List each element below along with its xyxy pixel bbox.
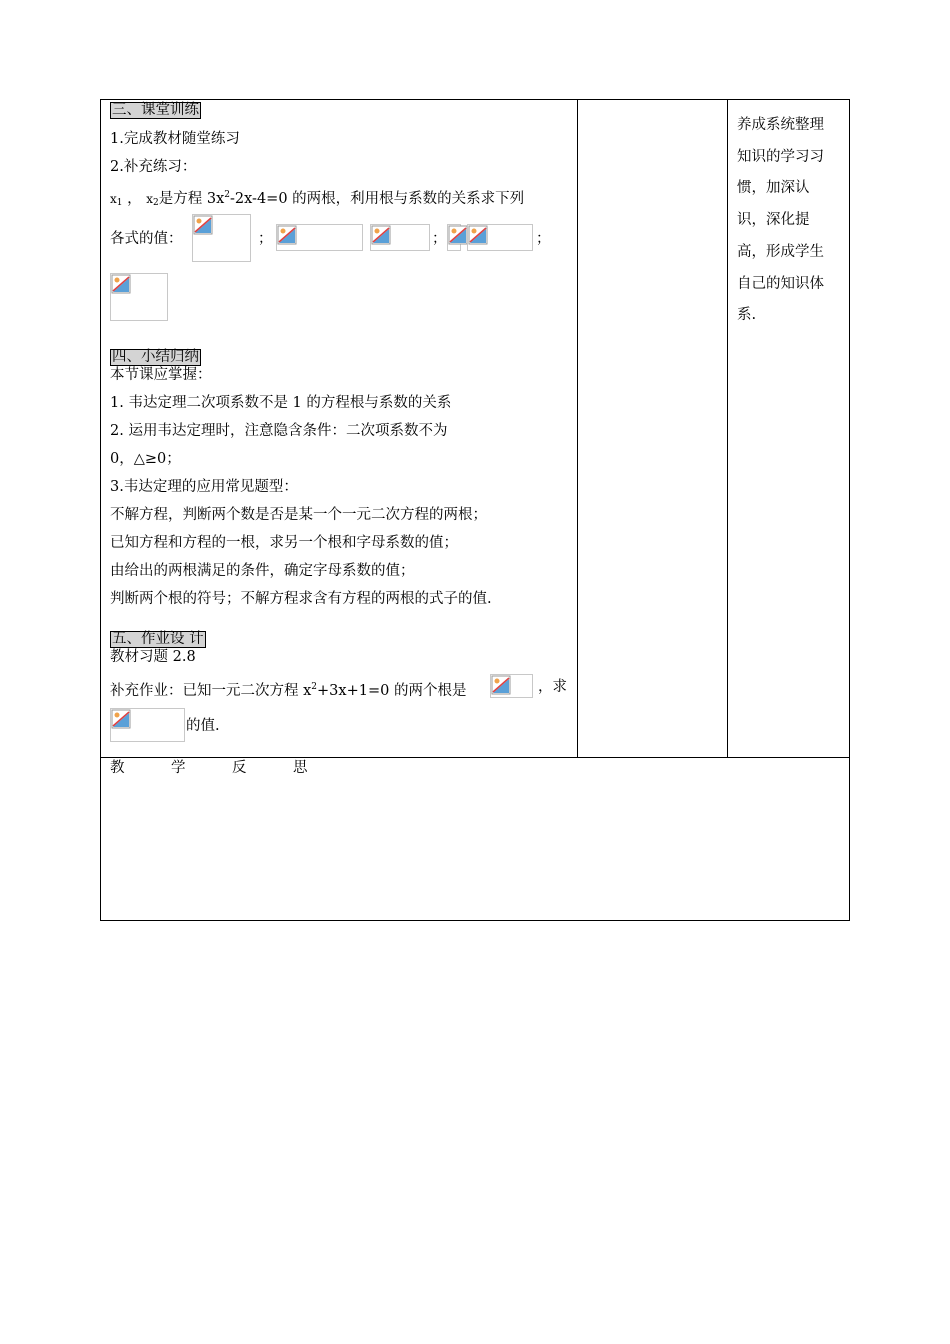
section-heading-homework: 五、作业设 计 xyxy=(112,631,204,647)
practice-item-1: 1.完成教材随堂练习 xyxy=(110,131,240,147)
teaching-reflection-label: 教 学 反 思 xyxy=(110,760,308,776)
homework-value-label: 的值. xyxy=(186,718,220,734)
formula-image-1 xyxy=(192,214,251,262)
purpose-line: 识，深化提 xyxy=(737,212,810,229)
formula-image-8 xyxy=(110,708,185,742)
homework-textbook: 教材习题 2.8 xyxy=(110,649,196,665)
broken-image-icon xyxy=(277,225,297,245)
broken-image-icon xyxy=(468,225,488,245)
summary-intro: 本节课应掌握： xyxy=(110,367,212,383)
formula-image-4 xyxy=(447,224,461,251)
summary-line: 由给出的两根满足的条件，确定字母系数的值； xyxy=(110,563,415,579)
formula-image-3 xyxy=(370,224,430,251)
separator: ； xyxy=(536,231,551,247)
summary-line: 不解方程，判断两个数是否是某一个一元二次方程的两根； xyxy=(110,507,487,523)
purpose-line: 知识的学习习 xyxy=(737,148,824,165)
broken-image-icon xyxy=(491,675,511,695)
broken-image-icon xyxy=(111,709,131,729)
purpose-line: 惯，加深认 xyxy=(737,180,810,197)
summary-line: 判断两个根的符号；不解方程求含有方程的两根的式子的值. xyxy=(110,591,492,607)
purpose-line: 养成系统整理 xyxy=(737,117,824,133)
purpose-cell xyxy=(737,110,845,332)
formula-image-2 xyxy=(276,224,363,251)
purpose-line: 自己的知识体 xyxy=(737,275,824,292)
separator: ； xyxy=(258,231,273,247)
column-divider-1 xyxy=(577,100,578,757)
broken-image-icon xyxy=(448,225,468,245)
summary-line: 已知方程和方程的一根，求另一个根和字母系数的值； xyxy=(110,535,458,551)
values-label: 各式的值： xyxy=(110,231,183,247)
homework-supplement: 补充作业：已知一元二次方程 $x^2+3x+1=0$ 的两个根是 xyxy=(110,682,467,699)
column-divider-2 xyxy=(727,100,728,757)
broken-image-icon xyxy=(193,215,213,235)
separator: ； xyxy=(432,231,447,247)
broken-image-icon xyxy=(111,274,131,294)
summary-line: 3.韦达定理的应用常见题型： xyxy=(110,479,298,495)
practice-problem: $x_1$ ， $x_2$是方程 $3x^2-2x-4=0$ 的两根，利用根与系数的关系求下列 xyxy=(110,190,525,208)
purpose-line: 系. xyxy=(737,307,757,324)
summary-line: 2. 运用韦达定理时，注意隐含条件：二次项系数不为 xyxy=(110,423,448,439)
broken-image-icon xyxy=(371,225,391,245)
summary-line: 1. 韦达定理二次项系数不是 1 的方程根与系数的关系 xyxy=(110,395,452,411)
formula-image-7 xyxy=(490,674,533,698)
practice-item-2: 2.补充练习： xyxy=(110,159,197,175)
section-heading-summary: 四、小结归纳 xyxy=(112,349,199,365)
purpose-line: 高，形成学生 xyxy=(737,243,824,260)
summary-line: 0，△≥0； xyxy=(110,451,181,467)
lesson-plan-table xyxy=(100,99,850,921)
homework-supplement-tail: ，求 xyxy=(538,679,567,695)
section-heading-practice: 三、课堂训练 xyxy=(112,102,199,118)
formula-image-5 xyxy=(467,224,533,251)
formula-image-6 xyxy=(110,273,168,321)
